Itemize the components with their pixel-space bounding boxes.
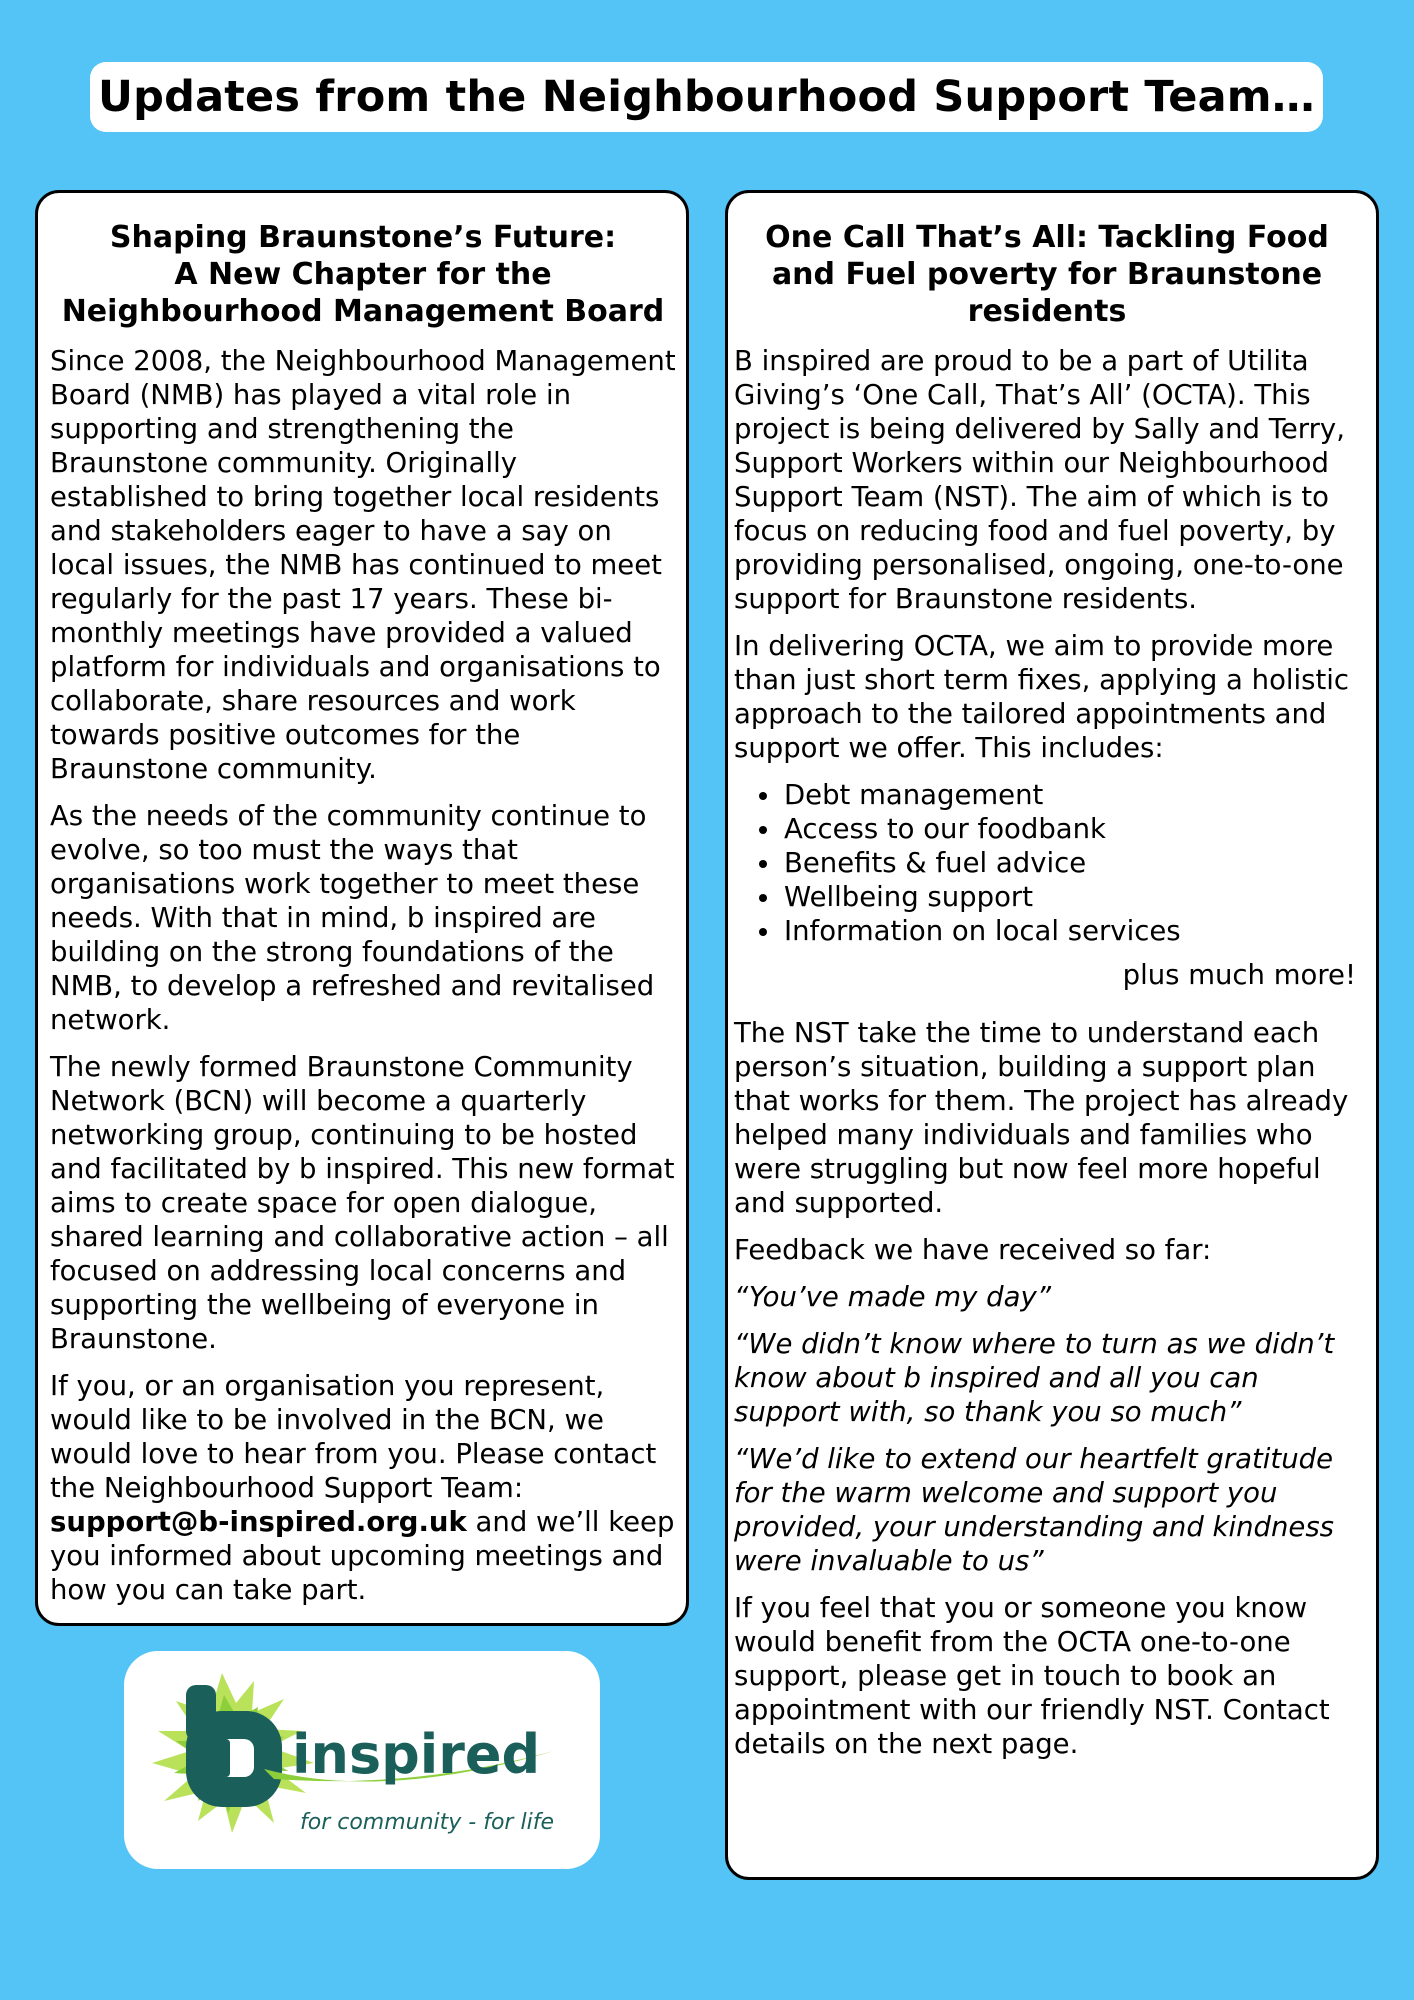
octa-article-panel [725,190,1379,1880]
logo-wordmark: inspired [292,1723,541,1786]
list-item: • Access to our foodbank [782,812,1360,846]
feedback-quote-1: “You’ve made my day” [734,1281,1051,1313]
page-title: Updates from the Neighbourhood Support Team… [98,72,1315,122]
nmb-paragraph-3: The newly formed Braunstone Community Network (BCN) will become a quarterly networking group, continuing to be hosted and facilitated by b inspired. This new format aims to create space for open dialogue, shared learning and collaborative action – all focused on addressing local concerns and supporting the wellbeing of everyone in Braunstone. [50,1051,675,1355]
octa-paragraph-1: B inspired are proud to be a part of Utilita Giving’s ‘One Call, That’s All’ (OCTA). This project is being delivered by Sally and Terry, Support Workers within our Neighbourhood Support Team (NST). The aim of which is to focus on reducing food and fuel poverty, by providing personalised, ongoing, one-to-one support for Braunstone residents. [734,345,1345,615]
feedback-intro: Feedback we have received so far: [734,1234,1212,1266]
plus-much-more: plus much more! [1122,959,1356,991]
octa-paragraph-3: The NST take the time to understand each person’s situation, building a support plan that works for them. The project has already helped many individuals and families who were struggling but now feel more hopeful and supported. [734,1017,1349,1219]
heading-line: residents [967,294,1127,329]
feedback-quote-2: “We didn’t know where to turn as we didn’t know about b inspired and all you can support with, so thank you so much” [734,1328,1335,1428]
octa-paragraph-2: In delivering OCTA, we aim to provide more than just short term fixes, applying a holistic approach to the tailored appointments and support we offer. This includes: [734,630,1350,764]
heading-line: and Fuel poverty for Braunstone [771,257,1323,292]
feedback-quote-3: “We’d like to extend our heartfelt gratitude for the warm welcome and support you provided, your understanding and kindness were invaluable to us” [734,1443,1334,1577]
nmb-paragraph-2: As the needs of the community continue to evolve, so too must the ways that organisations work together to meet these needs. With that in mind, b inspired are building on the strong foundations of the NMB, to develop a refreshed and revitalised network. [50,800,655,1036]
list-item: • Debt management [782,778,1360,812]
list-item: • Wellbeing support [782,880,1360,914]
support-email-link[interactable]: support@b-inspired.org.uk [50,1506,467,1538]
list-item: • Information on local services [782,914,1360,948]
b-inspired-logo [124,1651,600,1869]
nmb-paragraph-1: Since 2008, the Neighbourhood Management Board (NMB) has played a vital role in supporting and strengthening the Braunstone community. Originally established to bring together local residents and stakeholders eager to have a say on local issues, the NMB has continued to meet regularly for the past 17 years. These bi-monthly meetings have provided a valued platform for individuals and organisations to collaborate, share resources and work towards positive outcomes for the Braunstone community. [50,345,676,785]
logo-graphic [124,1651,600,1869]
octa-article-heading [734,219,1360,330]
heading-line: Shaping Braunstone’s Future: [109,220,617,255]
logo-tagline: for community - for life [300,1810,554,1835]
contact-text-end: and we’ll keep you informed about upcoming meetings and how you can take part. [50,1506,675,1606]
nmb-paragraph-4 [50,1369,676,1607]
heading-line: One Call That’s All: Tackling Food [765,220,1329,255]
heading-line: Neighbourhood Management Board [61,294,665,329]
logo-b-counter-shade [216,1739,230,1777]
nmb-article-heading [50,219,676,330]
services-list [734,778,1360,948]
page-title-box [90,62,1323,132]
nmb-article-panel [35,190,689,1626]
octa-paragraph-4: If you feel that you or someone you know would benefit from the OCTA one-to-one support, please get in touch to book an appointment with our friendly NST. Contact details on the next page. [734,1592,1330,1760]
heading-line: A New Chapter for the [174,257,552,292]
contact-text: If you, or an organisation you represent, would like to be involved in the BCN, we would love to hear from you. Please contact the Neighbourhood Support Team: [50,1370,657,1504]
list-item: • Benefits & fuel advice [782,846,1360,880]
